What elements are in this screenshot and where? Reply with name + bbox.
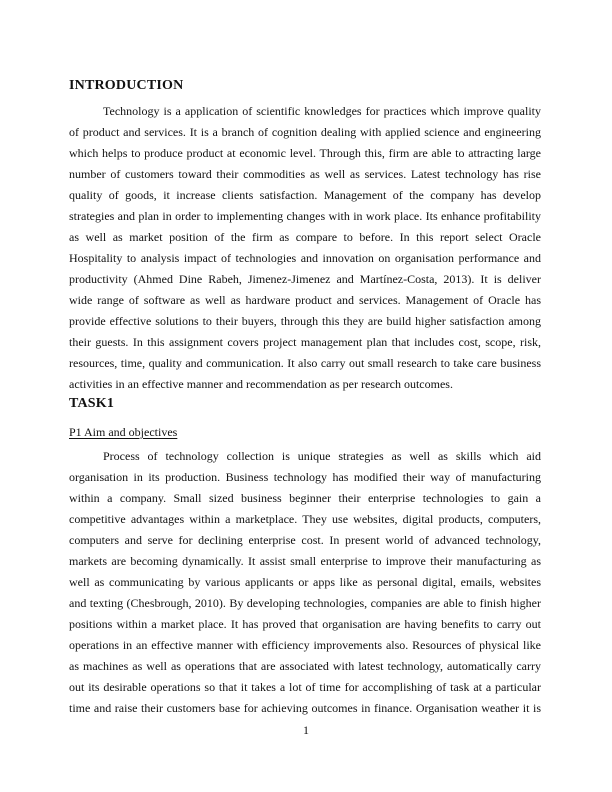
subheading-p1-aim-and-objectives: P1 Aim and objectives [69,425,178,439]
text-line: operations in an effective manner with efficiency improvements also. Resources of physical like [69,638,541,652]
section-heading-task1: TASK1 [69,396,115,411]
paragraph-introduction [69,101,541,395]
text-line: positions within a market place. It has proved that organisation are having benefits to carry out [69,617,541,631]
text-line: Hospitality to analysis impact of technologies and innovation on organisation performance and [69,251,541,265]
text-line: number of customers toward their commodities as well as services. Latest technology has rise [69,167,541,181]
text-line: well as communicating by various applicants or apps like as personal digital, emails, websites [69,575,541,589]
text-line: their guests. In this assignment covers project management plan that includes cost, scope, risk, [69,335,541,349]
text-line: computers and serve for declining enterprise cost. In present world of advanced technology, [69,533,541,547]
text-line: activities in an effective manner and recommendation as per research outcomes. [69,377,453,391]
text-line: wide range of software as well as hardware product and services. Management of Oracle has [69,293,541,307]
text-line: as well as market position of the firm as compare to before. In this report select Oracle [69,230,541,244]
text-line: time and raise their customers base for achieving outcomes in finance. Organisation weather it is [69,701,541,715]
text-line: resources, time, quality and communication. It also carry out small research to take care business [69,356,541,370]
paragraph-p1-aim-and-objectives [69,446,541,719]
document-content [69,78,541,719]
text-line: markets are becoming dynamically. It assist small enterprise to improve their manufacturing as [69,554,541,568]
text-line: quality of goods, it increase clients satisfaction. Management of the company has develop [69,188,541,202]
page-number: 1 [303,723,309,737]
text-line: and texting (Chesbrough, 2010). By developing technologies, companies are able to finish higher [69,596,541,610]
text-line: organisation in its production. Business technology has modified their way of manufacturing [69,470,541,484]
text-line: Process of technology collection is unique strategies as well as skills which aid [103,449,541,463]
text-line: Technology is a application of scientific knowledges for practices which improve quality [103,104,541,118]
text-line: productivity (Ahmed Dine Rabeh, Jimenez-Jimenez and Martínez-Costa, 2013). It is deliver [69,272,541,286]
text-line: of product and services. It is a branch of cognition dealing with applied science and engineering [69,125,541,139]
text-line: competitive advantages within a marketplace. They use websites, digital products, computers, [69,512,541,526]
section-heading-introduction: INTRODUCTION [69,78,184,93]
text-line: provide effective solutions to their buyers, through this they are build higher satisfaction among [69,314,541,328]
text-line: out its desirable operations so that it takes a lot of time for accomplishing of task at a particular [69,680,541,694]
text-line: which helps to produce product at economic level. Through this, firm are able to attracting large [69,146,541,160]
text-line: as machines as well as operations that are associated with latest technology, automatically carry [69,659,541,673]
text-line: strategies and plan in order to implementing changes with in work place. Its enhance profitability [69,209,541,223]
text-line: within a company. Small sized business beginner their enterprise technologies to gain a [69,491,541,505]
